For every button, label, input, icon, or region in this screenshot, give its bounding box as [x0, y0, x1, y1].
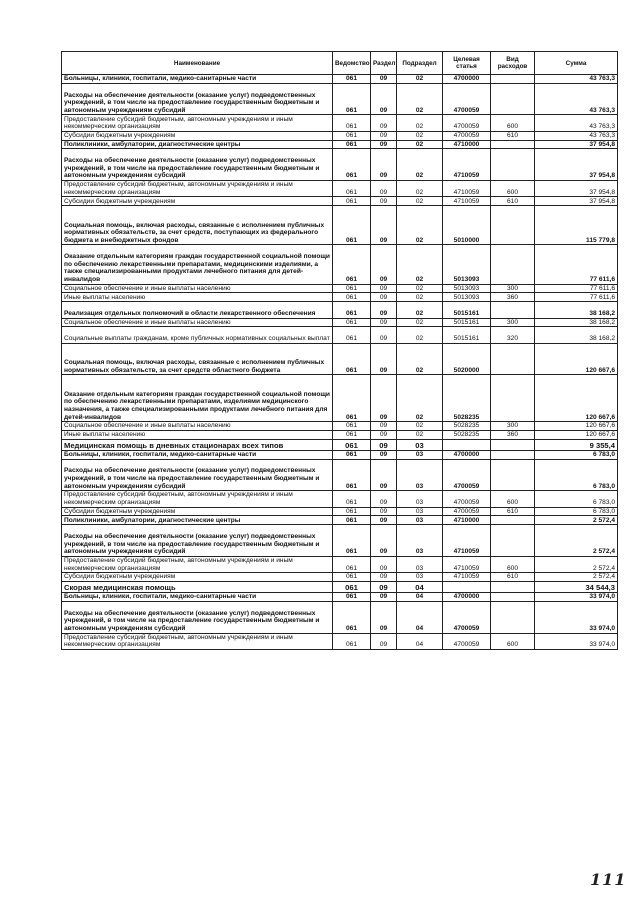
- row-razdel-cell: 09: [371, 75, 397, 84]
- row-tselevaya-statya-cell: 5010000: [443, 206, 491, 245]
- row-razdel-cell: 09: [371, 140, 397, 149]
- row-name-cell: Поликлиники, амбулатории, диагностические центры: [62, 140, 333, 149]
- row-vid-rashodov-cell: 300: [491, 284, 535, 293]
- row-razdel-cell: 09: [371, 430, 397, 439]
- row-name-cell: Оказание отдельным категориям граждан государственной социальной помощи по обеспечению лекарственными препаратами, изделиями медицинского назначения, а также специализированными продуктами лечебного питания для детей-инвалидов: [62, 375, 333, 422]
- row-vid-rashodov-cell: [491, 75, 535, 84]
- row-tselevaya-statya-cell: 4700059: [443, 115, 491, 131]
- row-name-cell: Расходы на обеспечение деятельности (оказание услуг) подведомственных учреждений, в том числе на предоставление государственным бюджетным и автономным учреждениям субсидий: [62, 149, 333, 181]
- row-name-cell: Оказание отдельным категориям граждан государственной социальной помощи по обеспечению лекарственными препаратами, медицинскими изделиями, а также специализированными продуктами лечебного питания для детей-инвалидов: [62, 245, 333, 284]
- row-tselevaya-statya-cell: [443, 439, 491, 450]
- row-vedomstvo-cell: 061: [333, 422, 371, 431]
- row-name-cell: Социальное обеспечение и иные выплаты населению: [62, 422, 333, 431]
- row-summa-cell: 2 572,4: [535, 525, 618, 557]
- row-name-cell: Скорая медицинская помощь: [62, 582, 333, 593]
- row-name-cell: Больницы, клиники, госпитали, медико-санитарные части: [62, 75, 333, 84]
- row-vedomstvo-cell: 061: [333, 593, 371, 602]
- row-razdel-cell: 09: [371, 422, 397, 431]
- table-row: [62, 573, 618, 582]
- row-name-cell: Расходы на обеспечение деятельности (оказание услуг) подведомственных учреждений, в том числе на предоставление государственным бюджетным и автономным учреждениям субсидий: [62, 459, 333, 491]
- table-row: [62, 131, 618, 140]
- row-vedomstvo-cell: 061: [333, 507, 371, 516]
- row-summa-cell: 120 667,6: [535, 422, 618, 431]
- row-summa-cell: 43 763,3: [535, 115, 618, 131]
- row-summa-cell: 2 572,4: [535, 573, 618, 582]
- row-vid-rashodov-cell: 600: [491, 115, 535, 131]
- row-summa-cell: 33 974,0: [535, 593, 618, 602]
- row-summa-cell: 115 779,8: [535, 206, 618, 245]
- row-tselevaya-statya-cell: 4710000: [443, 140, 491, 149]
- row-razdel-cell: 09: [371, 491, 397, 507]
- row-razdel-cell: 09: [371, 602, 397, 634]
- row-name-cell: Субсидии бюджетным учреждениям: [62, 573, 333, 582]
- row-vedomstvo-cell: 061: [333, 115, 371, 131]
- table-row: [62, 516, 618, 525]
- row-name-cell: Больницы, клиники, госпитали, медико-санитарные части: [62, 450, 333, 459]
- row-podrazdel-cell: 02: [397, 284, 443, 293]
- row-tselevaya-statya-cell: 5020000: [443, 343, 491, 375]
- row-summa-cell: 37 954,8: [535, 149, 618, 181]
- row-tselevaya-statya-cell: 4710059: [443, 197, 491, 206]
- row-vedomstvo-cell: 061: [333, 491, 371, 507]
- row-vid-rashodov-cell: [491, 525, 535, 557]
- row-vedomstvo-cell: 061: [333, 375, 371, 422]
- row-vedomstvo-cell: 061: [333, 327, 371, 343]
- row-razdel-cell: 09: [371, 459, 397, 491]
- row-summa-cell: 2 572,4: [535, 556, 618, 572]
- row-vedomstvo-cell: 061: [333, 459, 371, 491]
- row-name-cell: Субсидии бюджетным учреждениям: [62, 197, 333, 206]
- table-row: [62, 284, 618, 293]
- row-vedomstvo-cell: 061: [333, 245, 371, 284]
- row-summa-cell: 37 954,8: [535, 180, 618, 196]
- row-summa-cell: 2 572,4: [535, 516, 618, 525]
- row-vid-rashodov-cell: 300: [491, 422, 535, 431]
- row-razdel-cell: 09: [371, 573, 397, 582]
- row-podrazdel-cell: 02: [397, 293, 443, 302]
- row-summa-cell: 43 763,3: [535, 131, 618, 140]
- row-tselevaya-statya-cell: 5028235: [443, 430, 491, 439]
- row-podrazdel-cell: 04: [397, 602, 443, 634]
- row-vedomstvo-cell: 061: [333, 131, 371, 140]
- row-vid-rashodov-cell: 610: [491, 507, 535, 516]
- table-row: [62, 422, 618, 431]
- row-vedomstvo-cell: 061: [333, 582, 371, 593]
- row-vedomstvo-cell: 061: [333, 293, 371, 302]
- row-name-cell: Социальные выплаты гражданам, кроме публичных нормативных социальных выплат: [62, 327, 333, 343]
- row-razdel-cell: 09: [371, 439, 397, 450]
- row-razdel-cell: 09: [371, 318, 397, 327]
- row-name-cell: Социальное обеспечение и иные выплаты населению: [62, 284, 333, 293]
- row-razdel-cell: 09: [371, 115, 397, 131]
- row-vid-rashodov-cell: 610: [491, 131, 535, 140]
- row-razdel-cell: 09: [371, 197, 397, 206]
- row-vid-rashodov-cell: 600: [491, 633, 535, 649]
- row-podrazdel-cell: 02: [397, 206, 443, 245]
- row-vid-rashodov-cell: [491, 343, 535, 375]
- table-row: [62, 593, 618, 602]
- row-vedomstvo-cell: 061: [333, 516, 371, 525]
- row-tselevaya-statya-cell: 5028235: [443, 422, 491, 431]
- row-vedomstvo-cell: 061: [333, 75, 371, 84]
- row-razdel-cell: 09: [371, 633, 397, 649]
- row-razdel-cell: 09: [371, 131, 397, 140]
- row-vedomstvo-cell: 061: [333, 633, 371, 649]
- row-tselevaya-statya-cell: 5015161: [443, 327, 491, 343]
- table-row: [62, 245, 618, 284]
- row-podrazdel-cell: 02: [397, 115, 443, 131]
- row-name-cell: Поликлиники, амбулатории, диагностические центры: [62, 516, 333, 525]
- row-name-cell: Расходы на обеспечение деятельности (оказание услуг) подведомственных учреждений, в том числе на предоставление государственным бюджетным и автономным учреждениям субсидий: [62, 83, 333, 115]
- row-name-cell: Социальная помощь, включая расходы, связанные с исполнением публичных нормативных обязательств, за счет средств, поступающих из федерального бюджета и внебюджетных фондов: [62, 206, 333, 245]
- row-podrazdel-cell: 03: [397, 459, 443, 491]
- row-tselevaya-statya-cell: 4700000: [443, 593, 491, 602]
- row-vid-rashodov-cell: [491, 439, 535, 450]
- table-row: [62, 180, 618, 196]
- row-summa-cell: 34 544,3: [535, 582, 618, 593]
- table-row: [62, 149, 618, 181]
- column-header-name: Наименование: [62, 52, 333, 75]
- table-row: [62, 327, 618, 343]
- column-header-vid-rashodov: Вид расходов: [491, 52, 535, 75]
- row-summa-cell: 9 355,4: [535, 439, 618, 450]
- row-vedomstvo-cell: 061: [333, 343, 371, 375]
- row-razdel-cell: 09: [371, 180, 397, 196]
- row-tselevaya-statya-cell: 4700059: [443, 602, 491, 634]
- row-vedomstvo-cell: 061: [333, 197, 371, 206]
- row-name-cell: Социальное обеспечение и иные выплаты населению: [62, 318, 333, 327]
- row-podrazdel-cell: 03: [397, 525, 443, 557]
- row-vid-rashodov-cell: [491, 582, 535, 593]
- row-tselevaya-statya-cell: 4700059: [443, 491, 491, 507]
- row-name-cell: Расходы на обеспечение деятельности (оказание услуг) подведомственных учреждений, в том числе на предоставление государственным бюджетным и автономным учреждениям субсидий: [62, 525, 333, 557]
- table-row: [62, 75, 618, 84]
- row-summa-cell: 6 783,0: [535, 491, 618, 507]
- row-summa-cell: 120 667,6: [535, 375, 618, 422]
- row-tselevaya-statya-cell: 5015161: [443, 302, 491, 318]
- row-podrazdel-cell: 04: [397, 633, 443, 649]
- row-tselevaya-statya-cell: 5028235: [443, 375, 491, 422]
- row-vedomstvo-cell: 061: [333, 140, 371, 149]
- row-name-cell: Больницы, клиники, госпитали, медико-санитарные части: [62, 593, 333, 602]
- row-vid-rashodov-cell: 600: [491, 180, 535, 196]
- row-vedomstvo-cell: 061: [333, 450, 371, 459]
- row-razdel-cell: 09: [371, 245, 397, 284]
- table-row: [62, 633, 618, 649]
- row-vedomstvo-cell: 061: [333, 180, 371, 196]
- row-tselevaya-statya-cell: 4700000: [443, 75, 491, 84]
- row-podrazdel-cell: 02: [397, 430, 443, 439]
- row-razdel-cell: 09: [371, 516, 397, 525]
- row-podrazdel-cell: 02: [397, 180, 443, 196]
- row-vedomstvo-cell: 061: [333, 439, 371, 450]
- column-header-podrazdel: Подраздел: [397, 52, 443, 75]
- row-summa-cell: 37 954,8: [535, 197, 618, 206]
- table-row: [62, 459, 618, 491]
- row-summa-cell: 38 168,2: [535, 318, 618, 327]
- table-body: [62, 75, 618, 650]
- row-podrazdel-cell: 03: [397, 439, 443, 450]
- row-vid-rashodov-cell: 600: [491, 491, 535, 507]
- row-tselevaya-statya-cell: 5013093: [443, 293, 491, 302]
- row-podrazdel-cell: 03: [397, 556, 443, 572]
- row-vid-rashodov-cell: [491, 140, 535, 149]
- row-summa-cell: 6 783,0: [535, 459, 618, 491]
- row-tselevaya-statya-cell: [443, 582, 491, 593]
- table-row: [62, 197, 618, 206]
- row-name-cell: Субсидии бюджетным учреждениям: [62, 507, 333, 516]
- row-name-cell: Иные выплаты населению: [62, 430, 333, 439]
- row-summa-cell: 33 974,0: [535, 602, 618, 634]
- table-row: [62, 602, 618, 634]
- row-vedomstvo-cell: 061: [333, 318, 371, 327]
- row-vid-rashodov-cell: 320: [491, 327, 535, 343]
- table-row: [62, 507, 618, 516]
- row-podrazdel-cell: 04: [397, 593, 443, 602]
- row-summa-cell: 120 667,6: [535, 430, 618, 439]
- row-podrazdel-cell: 02: [397, 327, 443, 343]
- row-summa-cell: 6 783,0: [535, 507, 618, 516]
- row-vid-rashodov-cell: 360: [491, 430, 535, 439]
- row-summa-cell: 120 667,6: [535, 343, 618, 375]
- row-razdel-cell: 09: [371, 302, 397, 318]
- row-name-cell: Расходы на обеспечение деятельности (оказание услуг) подведомственных учреждений, в том числе на предоставление государственным бюджетным и автономным учреждениям субсидий: [62, 602, 333, 634]
- row-tselevaya-statya-cell: 4710059: [443, 149, 491, 181]
- row-vid-rashodov-cell: 360: [491, 293, 535, 302]
- row-podrazdel-cell: 02: [397, 140, 443, 149]
- row-tselevaya-statya-cell: 4710059: [443, 556, 491, 572]
- row-name-cell: Предоставление субсидий бюджетным, автономным учреждениям и иным некоммерческим организациям: [62, 491, 333, 507]
- row-razdel-cell: 09: [371, 507, 397, 516]
- row-summa-cell: 37 954,8: [535, 140, 618, 149]
- table-header-row: [62, 52, 618, 75]
- row-tselevaya-statya-cell: 4700000: [443, 450, 491, 459]
- row-vedomstvo-cell: 061: [333, 573, 371, 582]
- table-row: [62, 115, 618, 131]
- row-razdel-cell: 09: [371, 149, 397, 181]
- budget-table: [61, 51, 618, 650]
- column-header-razdel: Раздел: [371, 52, 397, 75]
- row-vedomstvo-cell: 061: [333, 302, 371, 318]
- table-row: [62, 439, 618, 450]
- column-header-tselevaya-statya: Целевая статья: [443, 52, 491, 75]
- table-row: [62, 206, 618, 245]
- row-vid-rashodov-cell: [491, 459, 535, 491]
- row-summa-cell: 43 763,3: [535, 83, 618, 115]
- row-name-cell: Предоставление субсидий бюджетным, автономным учреждениям и иным некоммерческим организациям: [62, 633, 333, 649]
- row-name-cell: Предоставление субсидий бюджетным, автономным учреждениям и иным некоммерческим организациям: [62, 180, 333, 196]
- row-tselevaya-statya-cell: 4700059: [443, 83, 491, 115]
- row-razdel-cell: 09: [371, 582, 397, 593]
- row-tselevaya-statya-cell: 4700059: [443, 459, 491, 491]
- row-tselevaya-statya-cell: 4700059: [443, 633, 491, 649]
- row-tselevaya-statya-cell: 4710000: [443, 516, 491, 525]
- table-row: [62, 430, 618, 439]
- row-summa-cell: 77 611,6: [535, 293, 618, 302]
- row-vid-rashodov-cell: 600: [491, 556, 535, 572]
- row-vid-rashodov-cell: [491, 516, 535, 525]
- row-razdel-cell: 09: [371, 284, 397, 293]
- row-podrazdel-cell: 03: [397, 491, 443, 507]
- table-row: [62, 302, 618, 318]
- row-razdel-cell: 09: [371, 593, 397, 602]
- row-podrazdel-cell: 02: [397, 83, 443, 115]
- row-razdel-cell: 09: [371, 327, 397, 343]
- row-tselevaya-statya-cell: 5013093: [443, 245, 491, 284]
- row-vedomstvo-cell: 061: [333, 149, 371, 181]
- row-name-cell: Реализация отдельных полномочий в области лекарственного обеспечения: [62, 302, 333, 318]
- row-podrazdel-cell: 03: [397, 507, 443, 516]
- table-row: [62, 525, 618, 557]
- row-summa-cell: 77 611,6: [535, 284, 618, 293]
- row-vedomstvo-cell: 061: [333, 284, 371, 293]
- row-summa-cell: 38 168,2: [535, 302, 618, 318]
- row-vedomstvo-cell: 061: [333, 206, 371, 245]
- row-name-cell: Предоставление субсидий бюджетным, автономным учреждениям и иным некоммерческим организациям: [62, 115, 333, 131]
- row-podrazdel-cell: 03: [397, 516, 443, 525]
- row-podrazdel-cell: 02: [397, 197, 443, 206]
- row-vid-rashodov-cell: [491, 83, 535, 115]
- row-vid-rashodov-cell: [491, 450, 535, 459]
- row-podrazdel-cell: 02: [397, 375, 443, 422]
- row-podrazdel-cell: 02: [397, 131, 443, 140]
- row-tselevaya-statya-cell: 4700059: [443, 131, 491, 140]
- row-vid-rashodov-cell: [491, 593, 535, 602]
- row-tselevaya-statya-cell: 5015161: [443, 318, 491, 327]
- row-podrazdel-cell: 02: [397, 302, 443, 318]
- row-razdel-cell: 09: [371, 343, 397, 375]
- row-podrazdel-cell: 02: [397, 318, 443, 327]
- table-row: [62, 450, 618, 459]
- row-podrazdel-cell: 02: [397, 149, 443, 181]
- row-tselevaya-statya-cell: 4710059: [443, 573, 491, 582]
- row-podrazdel-cell: 04: [397, 582, 443, 593]
- row-tselevaya-statya-cell: 5013093: [443, 284, 491, 293]
- row-name-cell: Субсидии бюджетным учреждениям: [62, 131, 333, 140]
- row-podrazdel-cell: 02: [397, 245, 443, 284]
- table-row: [62, 375, 618, 422]
- column-header-summa: Сумма: [535, 52, 618, 75]
- row-podrazdel-cell: 02: [397, 343, 443, 375]
- page-number: 111: [590, 870, 627, 889]
- row-name-cell: Медицинская помощь в дневных стационарах всех типов: [62, 439, 333, 450]
- row-vid-rashodov-cell: [491, 149, 535, 181]
- table-row: [62, 83, 618, 115]
- row-vid-rashodov-cell: 610: [491, 573, 535, 582]
- row-vedomstvo-cell: 061: [333, 602, 371, 634]
- table-row: [62, 140, 618, 149]
- table-row: [62, 293, 618, 302]
- row-name-cell: Социальная помощь, включая расходы, связанные с исполнением публичных нормативных обязательств, за счет средств областного бюджета: [62, 343, 333, 375]
- row-razdel-cell: 09: [371, 556, 397, 572]
- row-razdel-cell: 09: [371, 525, 397, 557]
- row-razdel-cell: 09: [371, 206, 397, 245]
- row-tselevaya-statya-cell: 4700059: [443, 507, 491, 516]
- row-tselevaya-statya-cell: 4710059: [443, 525, 491, 557]
- table-row: [62, 318, 618, 327]
- row-razdel-cell: 09: [371, 293, 397, 302]
- table-row: [62, 491, 618, 507]
- row-vid-rashodov-cell: [491, 245, 535, 284]
- row-podrazdel-cell: 02: [397, 75, 443, 84]
- row-vid-rashodov-cell: 300: [491, 318, 535, 327]
- row-summa-cell: 38 168,2: [535, 327, 618, 343]
- row-summa-cell: 6 783,0: [535, 450, 618, 459]
- row-tselevaya-statya-cell: 4710059: [443, 180, 491, 196]
- row-podrazdel-cell: 02: [397, 422, 443, 431]
- row-vid-rashodov-cell: [491, 302, 535, 318]
- column-header-vedomstvo: Ведомство: [333, 52, 371, 75]
- row-name-cell: Иные выплаты населению: [62, 293, 333, 302]
- row-summa-cell: 33 974,0: [535, 633, 618, 649]
- row-razdel-cell: 09: [371, 375, 397, 422]
- table-row: [62, 582, 618, 593]
- row-podrazdel-cell: 03: [397, 573, 443, 582]
- row-summa-cell: 43 763,3: [535, 75, 618, 84]
- row-vid-rashodov-cell: [491, 206, 535, 245]
- table-row: [62, 556, 618, 572]
- row-summa-cell: 77 611,6: [535, 245, 618, 284]
- row-vid-rashodov-cell: [491, 375, 535, 422]
- row-vid-rashodov-cell: [491, 602, 535, 634]
- row-podrazdel-cell: 03: [397, 450, 443, 459]
- table-row: [62, 343, 618, 375]
- row-vedomstvo-cell: 061: [333, 556, 371, 572]
- row-razdel-cell: 09: [371, 450, 397, 459]
- row-vedomstvo-cell: 061: [333, 83, 371, 115]
- row-name-cell: Предоставление субсидий бюджетным, автономным учреждениям и иным некоммерческим организациям: [62, 556, 333, 572]
- row-razdel-cell: 09: [371, 83, 397, 115]
- row-vedomstvo-cell: 061: [333, 525, 371, 557]
- row-vid-rashodov-cell: 610: [491, 197, 535, 206]
- row-vedomstvo-cell: 061: [333, 430, 371, 439]
